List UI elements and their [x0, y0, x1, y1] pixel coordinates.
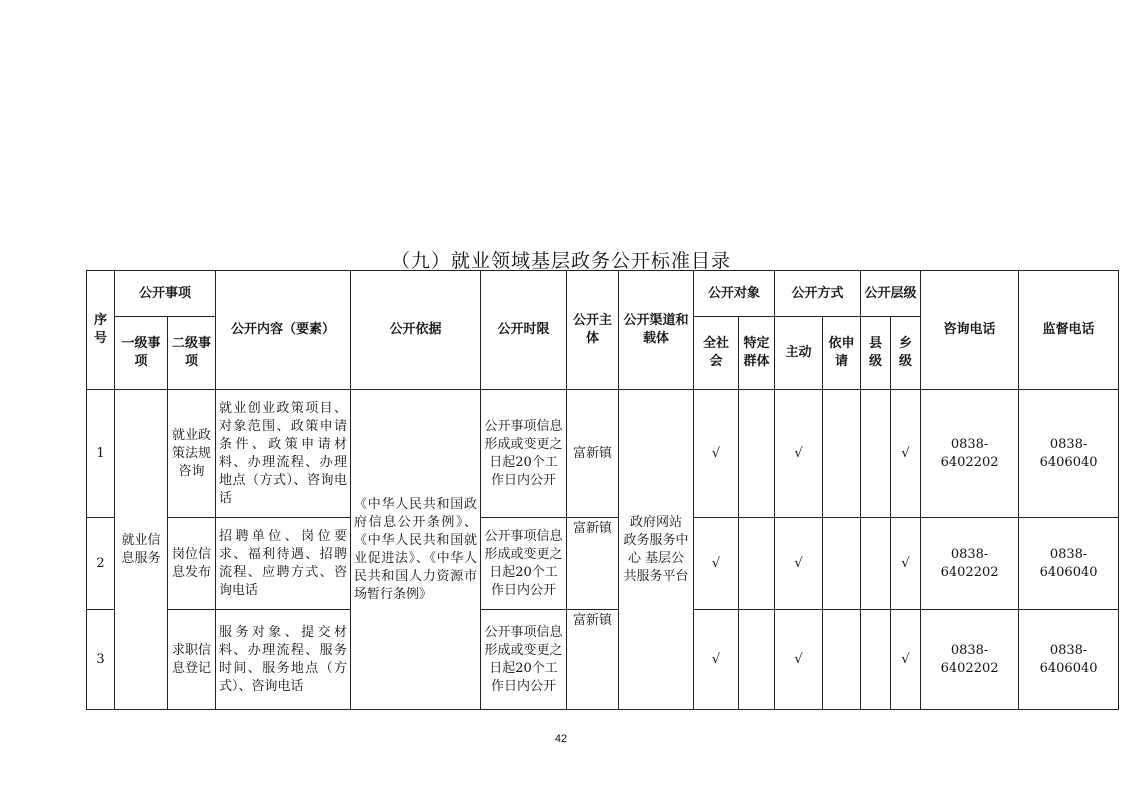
disclosure-content: 服务对象、提交材料、办理流程、服务时间、服务地点（方式）、咨询电话 — [216, 610, 351, 710]
page-number: 42 — [554, 733, 568, 745]
level1-matter: 就业信息服务 — [115, 390, 168, 710]
layer-county-check — [861, 390, 891, 518]
header-layer-county: 县级 — [861, 317, 891, 390]
disclosure-catalog-table — [86, 270, 1119, 710]
header-content: 公开内容（要素） — [216, 271, 351, 390]
consult-phone: 0838-6402202 — [921, 390, 1019, 518]
disclosure-content: 就业创业政策项目、对象范围、政策申请条件、政策申请材料、办理流程、办理地点（方式）、咨询电话 — [216, 390, 351, 518]
header-time-limit: 公开时限 — [481, 271, 567, 390]
method-request-check — [823, 518, 861, 610]
header-subject: 公开主体 — [567, 271, 619, 390]
target-all-check: √ — [694, 518, 739, 610]
time-limit: 公开事项信息形成或变更之日起20个工作日内公开 — [481, 390, 567, 518]
level2-matter: 岗位信息发布 — [168, 518, 216, 610]
header-level2: 二级事项 — [168, 317, 216, 390]
header-channel: 公开渠道和载体 — [619, 271, 694, 390]
consult-phone: 0838-6402202 — [921, 610, 1019, 710]
disclosure-subject: 富新镇 — [567, 390, 619, 518]
row-seq: 2 — [87, 518, 115, 610]
layer-town-check: √ — [891, 518, 921, 610]
table-row — [87, 518, 1119, 610]
row-seq: 1 — [87, 390, 115, 518]
time-limit: 公开事项信息形成或变更之日起20个工作日内公开 — [481, 610, 567, 710]
disclosure-basis: 《中华人民共和国政府信息公开条例》、《中华人民共和国就业促进法》、《中华人民共和国人力资源市场暂行条例》 — [351, 390, 481, 710]
header-method: 公开方式 — [775, 271, 861, 317]
method-active-check: √ — [775, 518, 823, 610]
target-specific-check — [739, 518, 775, 610]
target-specific-check — [739, 390, 775, 518]
supervise-phone: 0838-6406040 — [1019, 518, 1119, 610]
header-level1: 一级事项 — [115, 317, 168, 390]
header-layer-town: 乡级 — [891, 317, 921, 390]
disclosure-channel: 政府网站 政务服务中心 基层公共服务平台 — [619, 390, 694, 710]
method-request-check — [823, 610, 861, 710]
header-method-request: 依申请 — [823, 317, 861, 390]
method-request-check — [823, 390, 861, 518]
layer-county-check — [861, 518, 891, 610]
header-basis: 公开依据 — [351, 271, 481, 390]
supervise-phone: 0838-6406040 — [1019, 610, 1119, 710]
disclosure-subject: 富新镇 — [567, 610, 619, 710]
header-consult-phone: 咨询电话 — [921, 271, 1019, 390]
layer-town-check: √ — [891, 390, 921, 518]
row-seq: 3 — [87, 610, 115, 710]
disclosure-content: 招聘单位、岗位要求、福利待遇、招聘流程、应聘方式、咨询电话 — [216, 518, 351, 610]
document-title: （九）就业领域基层政务公开标准目录 — [390, 250, 731, 272]
target-all-check: √ — [694, 390, 739, 518]
disclosure-subject: 富新镇 — [567, 518, 619, 610]
header-layer: 公开层级 — [861, 271, 921, 317]
layer-county-check — [861, 610, 891, 710]
method-active-check: √ — [775, 610, 823, 710]
table-row — [87, 390, 1119, 518]
header-target-all: 全社会 — [694, 317, 739, 390]
supervise-phone: 0838-6406040 — [1019, 390, 1119, 518]
target-all-check: √ — [694, 610, 739, 710]
header-method-active: 主动 — [775, 317, 823, 390]
layer-town-check: √ — [891, 610, 921, 710]
header-supervise-phone: 监督电话 — [1019, 271, 1119, 390]
header-seq: 序号 — [87, 271, 115, 390]
header-target: 公开对象 — [694, 271, 775, 317]
table-row — [87, 610, 1119, 710]
header-matter: 公开事项 — [115, 271, 216, 317]
header-target-specific: 特定群体 — [739, 317, 775, 390]
target-specific-check — [739, 610, 775, 710]
method-active-check: √ — [775, 390, 823, 518]
consult-phone: 0838-6402202 — [921, 518, 1019, 610]
level2-matter: 求职信息登记 — [168, 610, 216, 710]
time-limit: 公开事项信息形成或变更之日起20个工作日内公开 — [481, 518, 567, 610]
level2-matter: 就业政策法规咨询 — [168, 390, 216, 518]
